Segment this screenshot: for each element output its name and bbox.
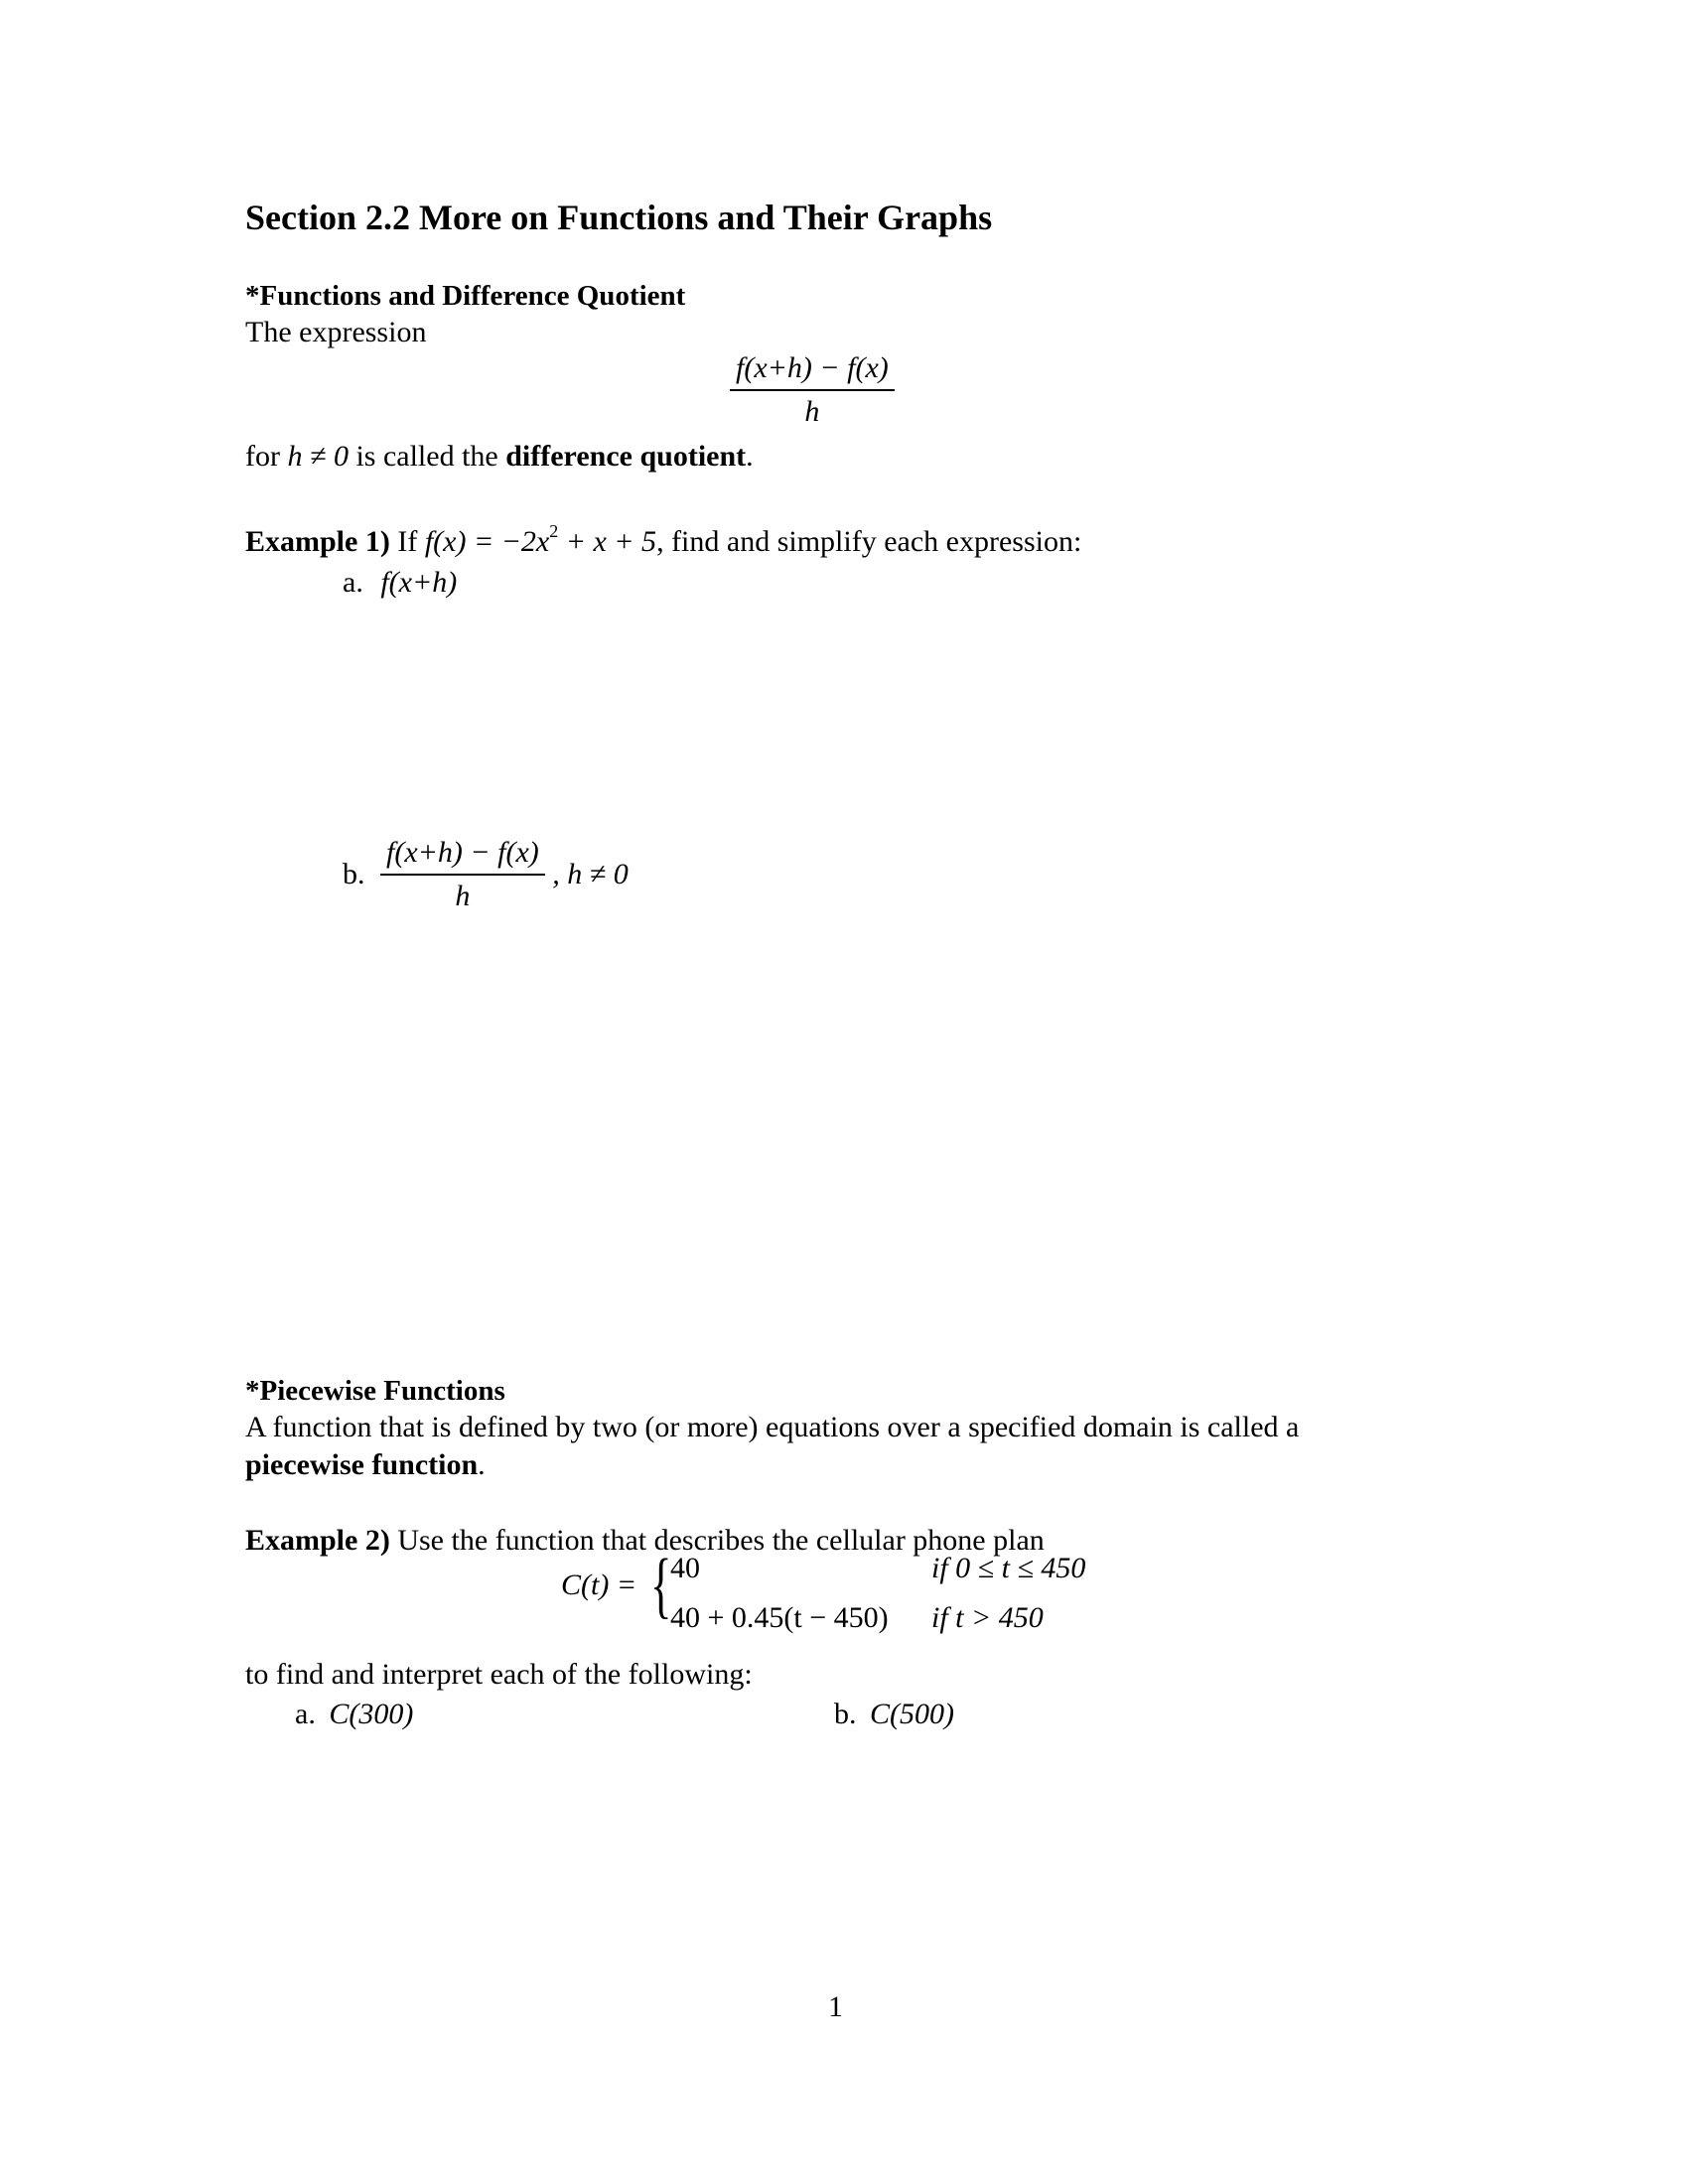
example-2-part-b <box>834 1698 954 1731</box>
piecewise-term-line <box>245 1448 486 1482</box>
part-b-numerator: f(x+h) − f(x) <box>380 836 545 876</box>
piecewise-case-2-expression: 40 + 0.45(t − 450) <box>670 1601 889 1634</box>
definition-middle: is called the <box>348 440 506 473</box>
page-number: 1 <box>828 1990 843 2023</box>
piecewise-lhs <box>561 1569 636 1602</box>
formula-numerator: f(x+h) − f(x) <box>730 351 895 391</box>
difference-quotient-formula <box>730 351 895 429</box>
example-2-part-a-label: a. <box>295 1698 316 1730</box>
piecewise-term: piecewise function <box>245 1448 479 1481</box>
piecewise-definition: A function that is defined by two (or more) equations over a specified domain is called a <box>245 1411 1300 1443</box>
example-2-text: Use the function that describes the cellular phone plan <box>389 1524 1045 1557</box>
definition-suffix: . <box>746 440 754 473</box>
example-1-label: Example 1) <box>245 525 390 558</box>
section-heading-piecewise: *Piecewise Functions <box>245 1375 505 1407</box>
example-1-prompt <box>245 521 1081 559</box>
example-2-part-a <box>295 1698 413 1731</box>
part-b-label: b. <box>343 858 365 890</box>
definition-term: difference quotient <box>505 440 747 473</box>
piecewise-term-suffix: . <box>478 1448 486 1481</box>
example-1-exponent: 2 <box>549 521 559 541</box>
definition-prefix: for <box>245 440 288 473</box>
part-a-expression: f(x+h) <box>380 566 458 599</box>
example-1-function-rhs: + x + 5 <box>558 525 657 558</box>
definition-condition: h ≠ 0 <box>287 440 349 473</box>
example-1-instruction: , find and simplify each expression: <box>656 525 1082 558</box>
example-2-instruction: to find and interpret each of the following: <box>245 1658 753 1691</box>
part-b-denominator: h <box>455 880 471 912</box>
example-2-part-a-expression: C(300) <box>329 1698 414 1730</box>
example-2-part-b-expression: C(500) <box>870 1698 954 1730</box>
example-1-part-b <box>343 836 629 913</box>
left-brace-icon: { <box>650 1545 672 1626</box>
example-2-part-b-label: b. <box>834 1698 857 1730</box>
section-heading-difference-quotient: *Functions and Difference Quotient <box>245 280 686 312</box>
example-1-part-a <box>343 566 457 600</box>
piecewise-case-1-expression: 40 <box>670 1552 700 1584</box>
formula-denominator: h <box>804 395 820 428</box>
difference-quotient-definition <box>245 440 754 474</box>
example-1-if: If <box>389 525 425 558</box>
piecewise-case-1-condition: if 0 ≤ t ≤ 450 <box>931 1552 1086 1584</box>
piecewise-case-2-condition: if t > 450 <box>931 1601 1044 1634</box>
piecewise-function-lhs: C(t) = <box>561 1569 637 1601</box>
page-title: Section 2.2 More on Functions and Their Graphs <box>245 198 993 237</box>
intro-text: The expression <box>245 316 427 348</box>
part-b-condition: , h ≠ 0 <box>552 858 629 890</box>
example-1-function-lhs: f(x) = −2x <box>424 525 550 558</box>
example-2-label: Example 2) <box>245 1524 390 1557</box>
part-a-label: a. <box>343 566 363 599</box>
